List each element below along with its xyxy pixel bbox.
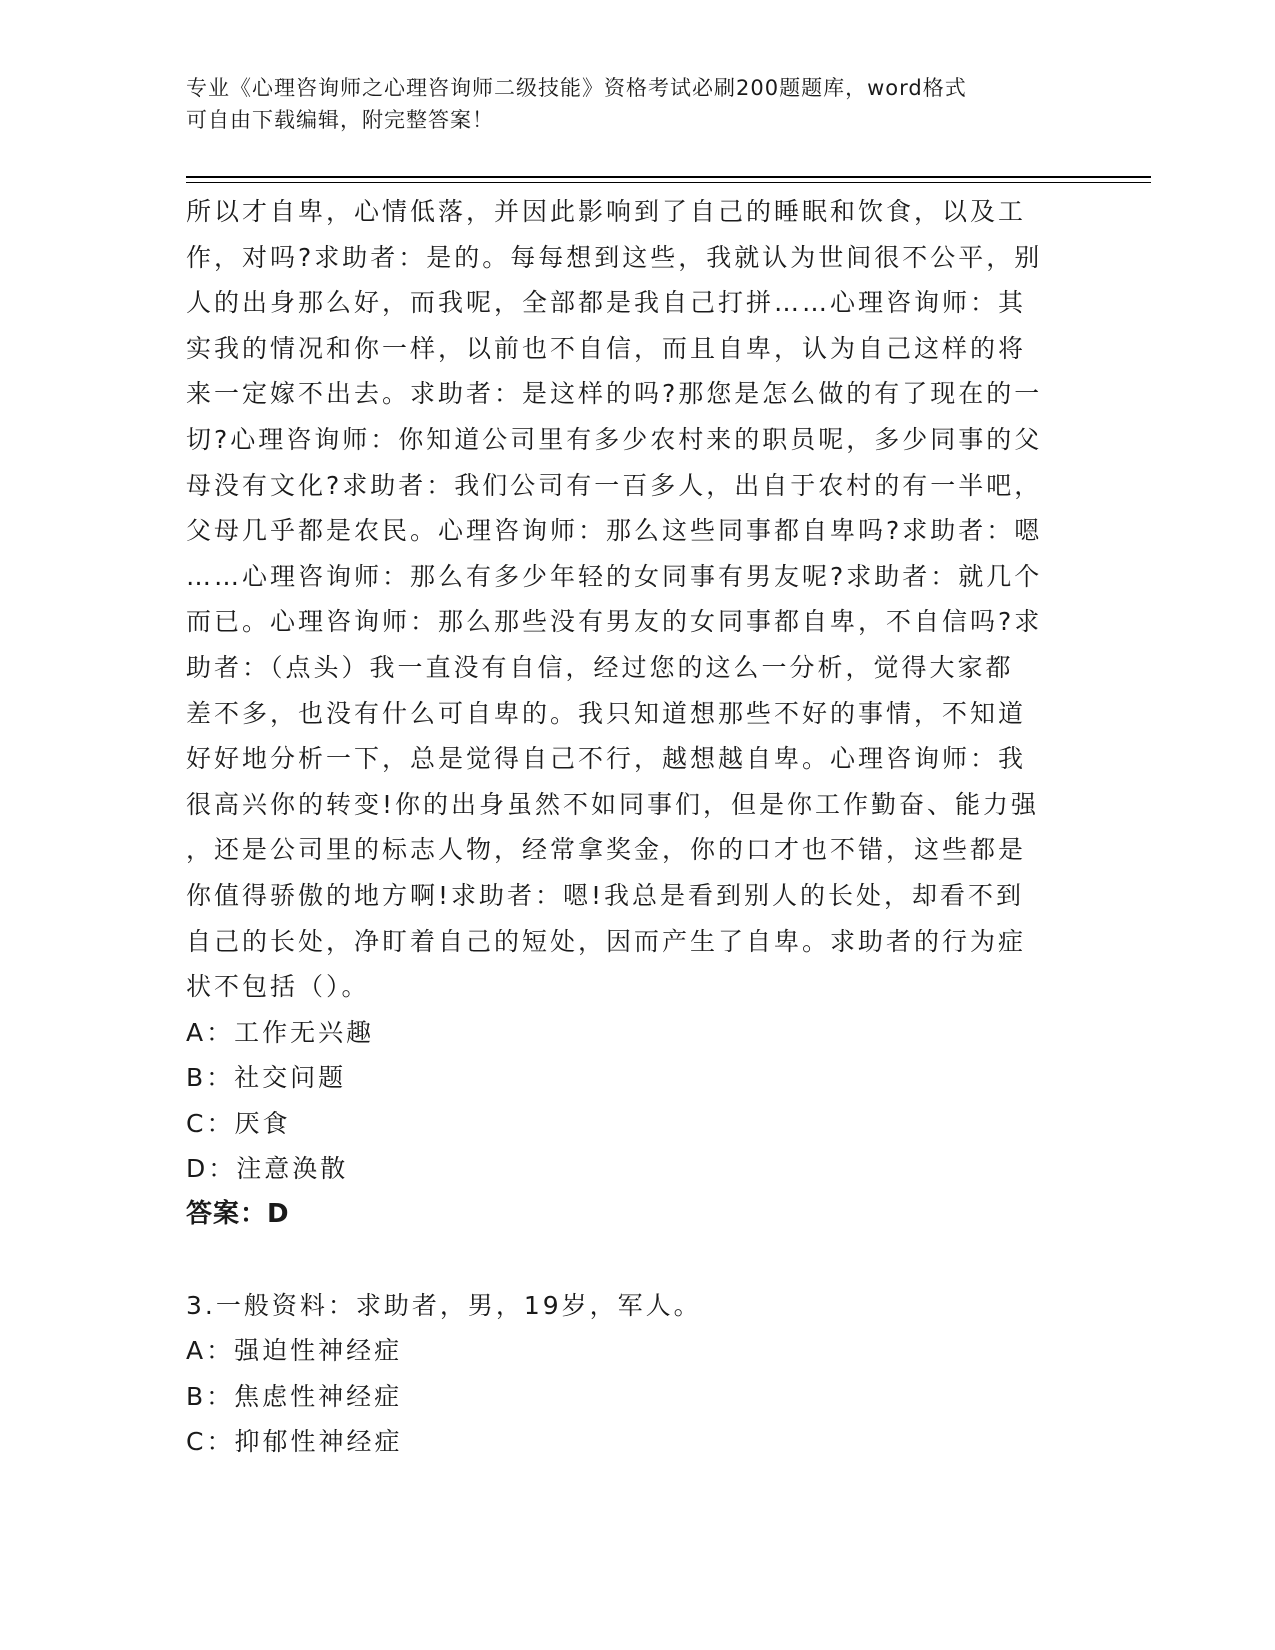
page-header xyxy=(186,72,1066,136)
stem-line: 所以才自卑，心情低落，并因此影响到了自己的睡眠和饮食，以及工 xyxy=(186,197,1027,226)
option-d: D：注意涣散 xyxy=(186,1154,349,1184)
document-body xyxy=(186,189,1066,1465)
stem-line: ……心理咨询师：那么有多少年轻的女同事有男友呢?求助者：就几个 xyxy=(186,561,1043,591)
stem-line: 作，对吗?求助者：是的。每每想到这些，我就认为世间很不公平，别 xyxy=(186,242,1043,272)
question-2-stem xyxy=(186,189,1066,1010)
spacer xyxy=(186,1238,1066,1283)
header-line: 可自由下载编辑，附完整答案！ xyxy=(186,108,494,132)
option-b: B：社交问题 xyxy=(186,1063,347,1093)
header-line: 专业《心理咨询师之心理咨询师二级技能》资格考试必刷200题题库，word格式 xyxy=(186,76,967,100)
stem-line: 而已。心理咨询师：那么那些没有男友的女同事都自卑，不自信吗?求 xyxy=(186,607,1043,637)
stem-line: 你值得骄傲的地方啊!求助者：嗯!我总是看到别人的长处，却看不到 xyxy=(186,880,1025,910)
option-a: A：强迫性神经症 xyxy=(186,1336,403,1366)
option-b: B：焦虑性神经症 xyxy=(186,1381,403,1411)
header-rule-thick xyxy=(186,176,1151,178)
option-c: C：厌食 xyxy=(186,1108,291,1138)
stem-line: 好好地分析一下，总是觉得自己不行，越想越自卑。心理咨询师：我 xyxy=(186,744,1027,774)
stem-line: 来一定嫁不出去。求助者：是这样的吗?那您是怎么做的有了现在的一 xyxy=(186,379,1043,409)
stem-line: 人的出身那么好，而我呢，全部都是我自己打拼……心理咨询师：其 xyxy=(186,288,1027,318)
stem-line: 状不包括（）。 xyxy=(186,972,370,1002)
option-c: C：抑郁性神经症 xyxy=(186,1427,403,1457)
stem-line: ，还是公司里的标志人物，经常拿奖金，你的口才也不错，这些都是 xyxy=(186,835,1027,865)
stem-line: 实我的情况和你一样，以前也不自信，而且自卑，认为自己这样的将 xyxy=(186,333,1027,363)
stem-line: 很高兴你的转变!你的出身虽然不如同事们，但是你工作勤奋、能力强 xyxy=(186,789,1040,819)
option-a: A：工作无兴趣 xyxy=(186,1017,375,1047)
question-3-stem: 3.一般资料：求助者，男，19岁，军人。 xyxy=(186,1290,702,1320)
answer-line: 答案：D xyxy=(186,1199,290,1230)
stem-line: 父母几乎都是农民。心理咨询师：那么这些同事都自卑吗?求助者：嗯 xyxy=(186,516,1043,546)
header-rule-thin xyxy=(186,182,1151,183)
stem-line: 切?心理咨询师：你知道公司里有多少农村来的职员呢，多少同事的父 xyxy=(186,424,1043,454)
stem-line: 助者：（点头）我一直没有自信，经过您的这么一分析，觉得大家都 xyxy=(186,652,1014,682)
stem-line: 差不多，也没有什么可自卑的。我只知道想那些不好的事情，不知道 xyxy=(186,698,1027,728)
stem-line: 母没有文化?求助者：我们公司有一百多人，出自于农村的有一半吧， xyxy=(186,470,1043,500)
stem-line: 自己的长处，净盯着自己的短处，因而产生了自卑。求助者的行为症 xyxy=(186,926,1027,956)
